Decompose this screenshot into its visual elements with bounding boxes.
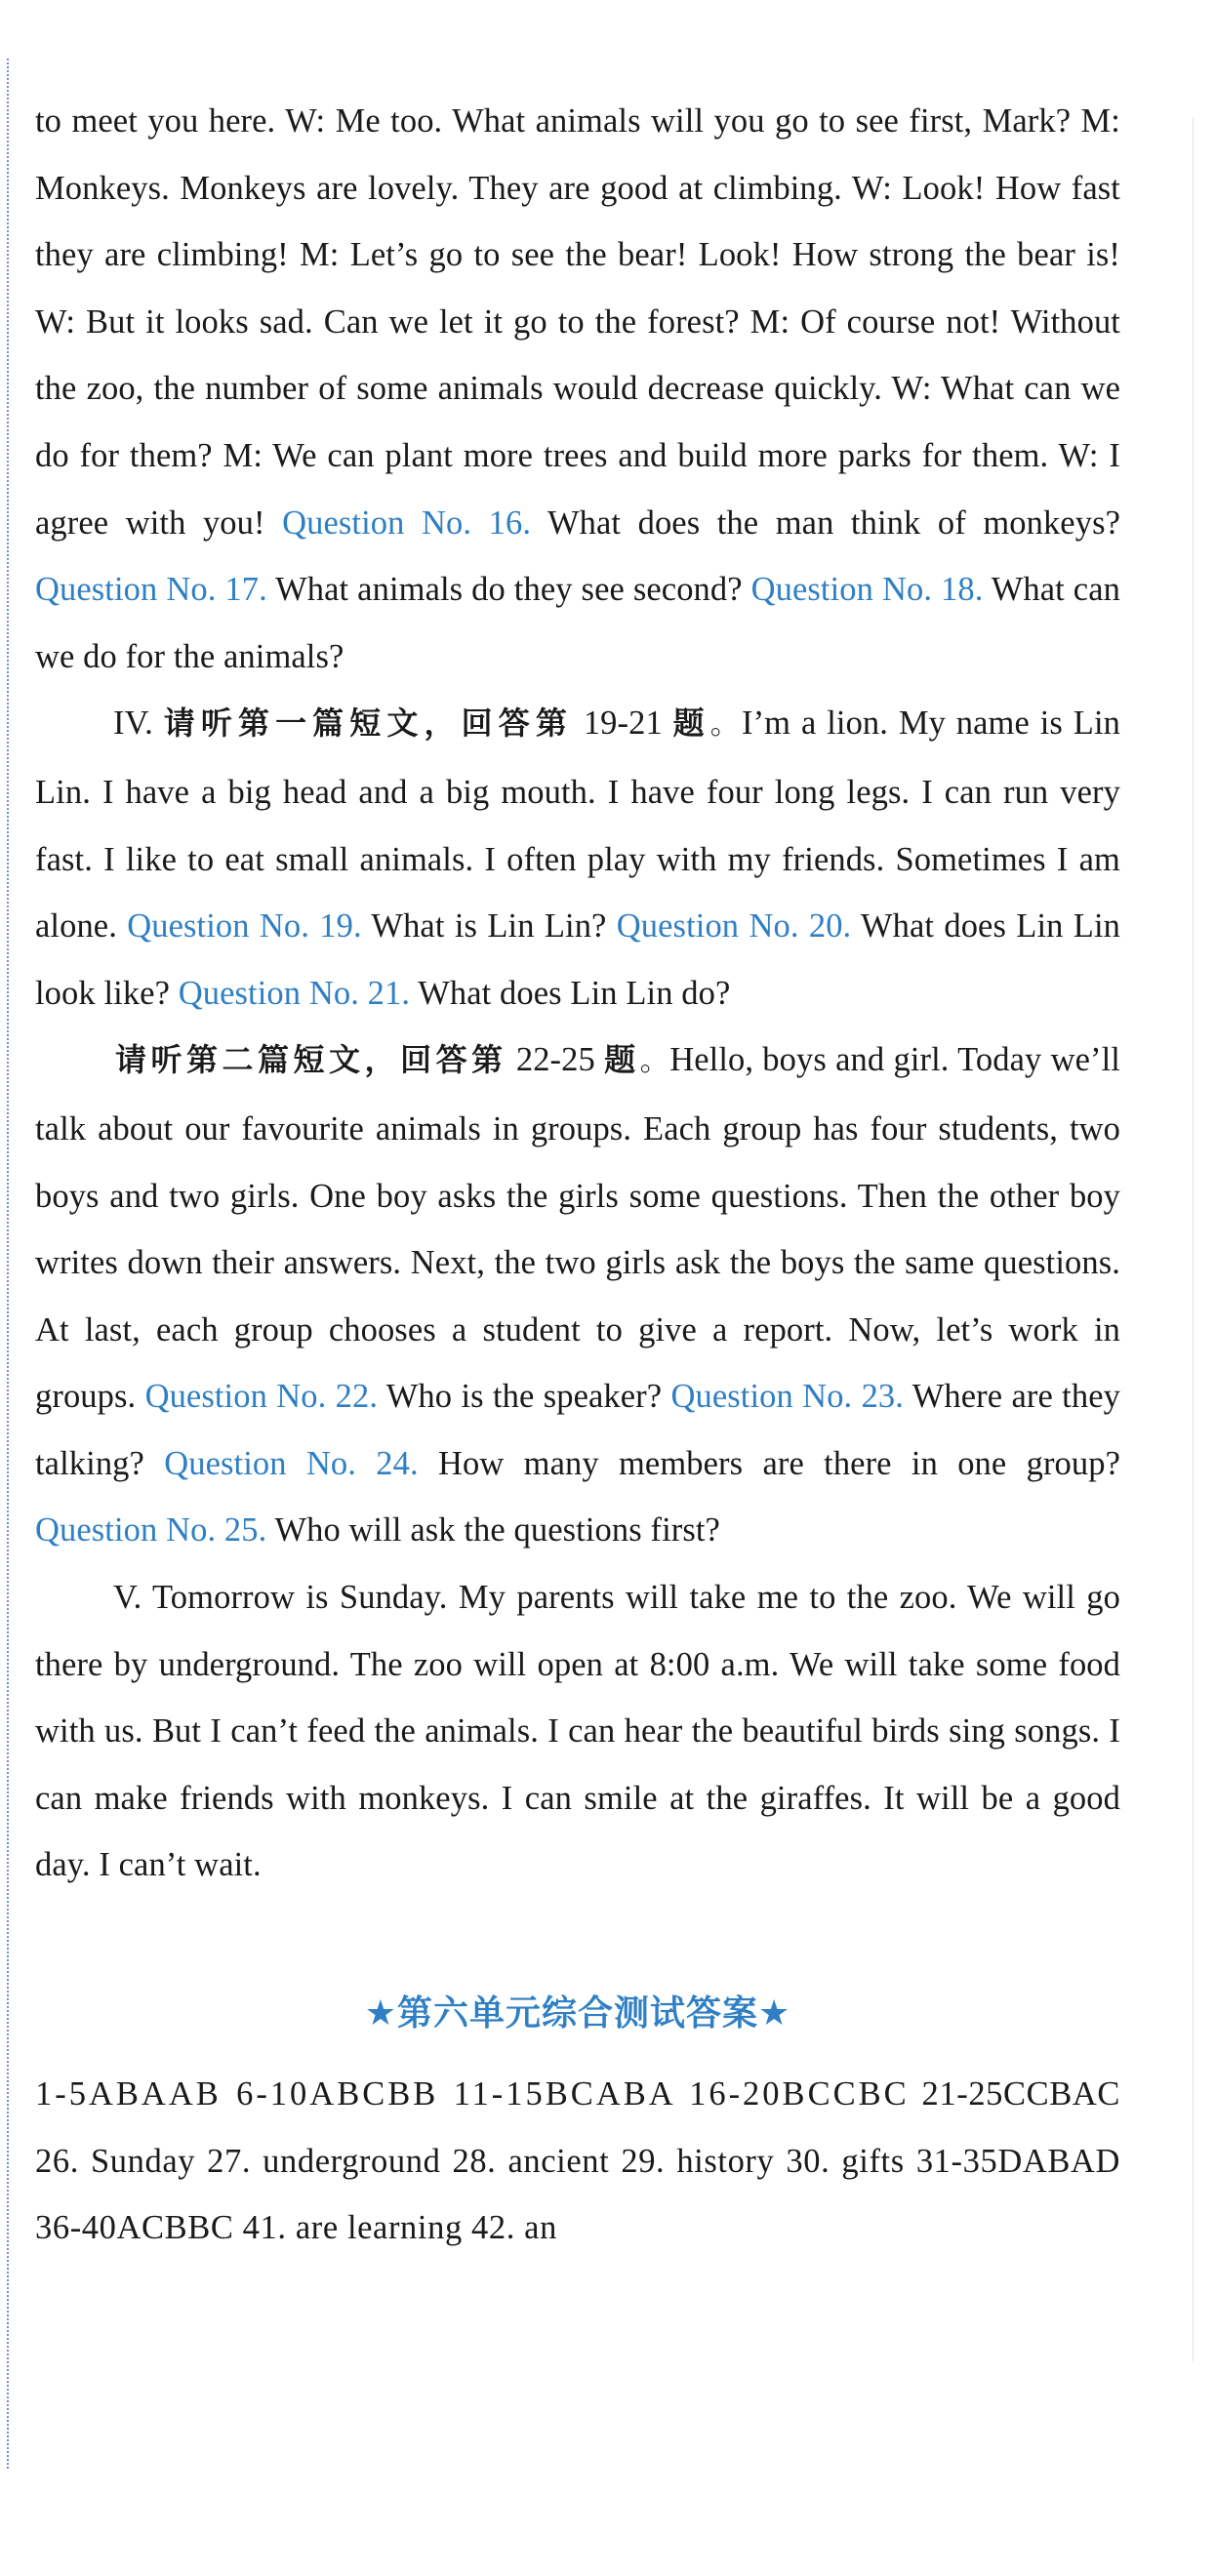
passage-text: Hello, boys and girl. Today we’ll talk about our favourite animals in groups. Each group has four students, two boys and two girls. One boy asks the girls some questions. Then the other boy writes down their answers. Next, the two girls ask the boys the same questions. At last, each group chooses a student to give a report. Now, let’s work in groups. <box>35 1041 1120 1416</box>
instruction-ti: 题 <box>604 1041 640 1079</box>
question-range: 19-21 <box>583 704 663 743</box>
question-text-20: What does Lin Lin look like? <box>35 907 1121 1012</box>
question-text-22: Who is the speaker? <box>385 1378 663 1416</box>
transcript-paragraph-part3-continued <box>35 88 1120 690</box>
question-text-17: What animals do they see second? <box>275 571 743 609</box>
passage-text: I’m a lion. My name is Lin Lin. I have a big head and a big mouth. I have four long legs. I can run very fast. I like to eat small animals. I often play with my friends. Sometimes I am alone. <box>35 704 1120 946</box>
question-text-21: What does Lin Lin do? <box>418 974 731 1012</box>
question-text-24: How many members are there in one group? <box>438 1444 1121 1482</box>
page-edge-line <box>1193 117 1194 2361</box>
section-label-v: V. <box>113 1579 142 1617</box>
question-label-16: Question No. 16. <box>282 503 532 542</box>
question-label-17: Question No. 17. <box>35 571 267 609</box>
transcript-paragraph-part5 <box>35 1564 1120 1899</box>
answer-key <box>35 2061 1120 2262</box>
question-text-23: Where are they talking? <box>35 1378 1120 1482</box>
dialogue-text: to meet you here. W: Me too. What animals will you go to see first, Mark? M: Monkeys. Monkeys are lovely. They are good at climbing. W: Look! How fast they are climbing! M: Let’s go to see the bear! Look! How strong the bear is! W: But it looks sad. Can we let it go to the forest? M: Of course not! Without the zoo, the number of some animals would decrease quickly. W: What can we do for them? M: We can plant more trees and build more parks for them. W: I agree with you! <box>35 102 1120 542</box>
question-text-16: What does the man think of monkeys? <box>547 503 1121 542</box>
question-label-23: Question No. 23. <box>670 1378 905 1416</box>
question-text-25: Who will ask the questions first? <box>274 1511 720 1550</box>
instruction-ti: 题 <box>672 704 710 743</box>
question-range: 22-25 <box>515 1041 595 1079</box>
transcript-paragraph-part4-passage1 <box>35 690 1120 1026</box>
instruction-text: 请听第二篇短文，回答第 <box>115 1041 507 1079</box>
binding-dotted-line <box>7 59 9 2469</box>
instruction-text: 请听第一篇短文，回答第 <box>163 704 573 743</box>
answer-line-2: 21-25CCBAC 26. Sunday 27. underground 28. ancient 29. history 30. gifts 31-35DABAD 36-40ACBBC 41. are learning 42. an <box>35 2075 1120 2247</box>
passage-text: Tomorrow is Sunday. My parents will take me to the zoo. We will go there by underground. The zoo will open at 8:00 a.m. We will take some food with us. But I can’t feed the animals. I can hear the beautiful birds sing songs. I can make friends with monkeys. I can smile at the giraffes. It will be a good day. I can’t wait. <box>35 1579 1120 1884</box>
question-label-24: Question No. 24. <box>164 1444 419 1482</box>
question-label-21: Question No. 21. <box>178 974 411 1012</box>
question-label-18: Question No. 18. <box>750 571 984 609</box>
question-label-25: Question No. 25. <box>35 1511 267 1550</box>
section-label-iv: IV. <box>113 704 153 743</box>
question-text-19: What is Lin Lin? <box>371 907 607 946</box>
question-text-18: What can we do for the animals? <box>35 571 1120 675</box>
answer-section-title: ★第六单元综合测试答案★ <box>364 1993 791 2034</box>
instruction-period: 。 <box>709 707 742 743</box>
transcript-paragraph-part4-passage2 <box>35 1026 1120 1564</box>
instruction-period: 。 <box>639 1044 670 1079</box>
question-label-20: Question No. 20. <box>616 907 852 946</box>
question-label-19: Question No. 19. <box>127 907 362 946</box>
answer-line-1: 1-5ABAAB 6-10ABCBB 11-15BCABA 16-20BCCBC <box>35 2075 910 2113</box>
document-content <box>35 88 1120 2262</box>
question-label-22: Question No. 22. <box>144 1378 379 1416</box>
